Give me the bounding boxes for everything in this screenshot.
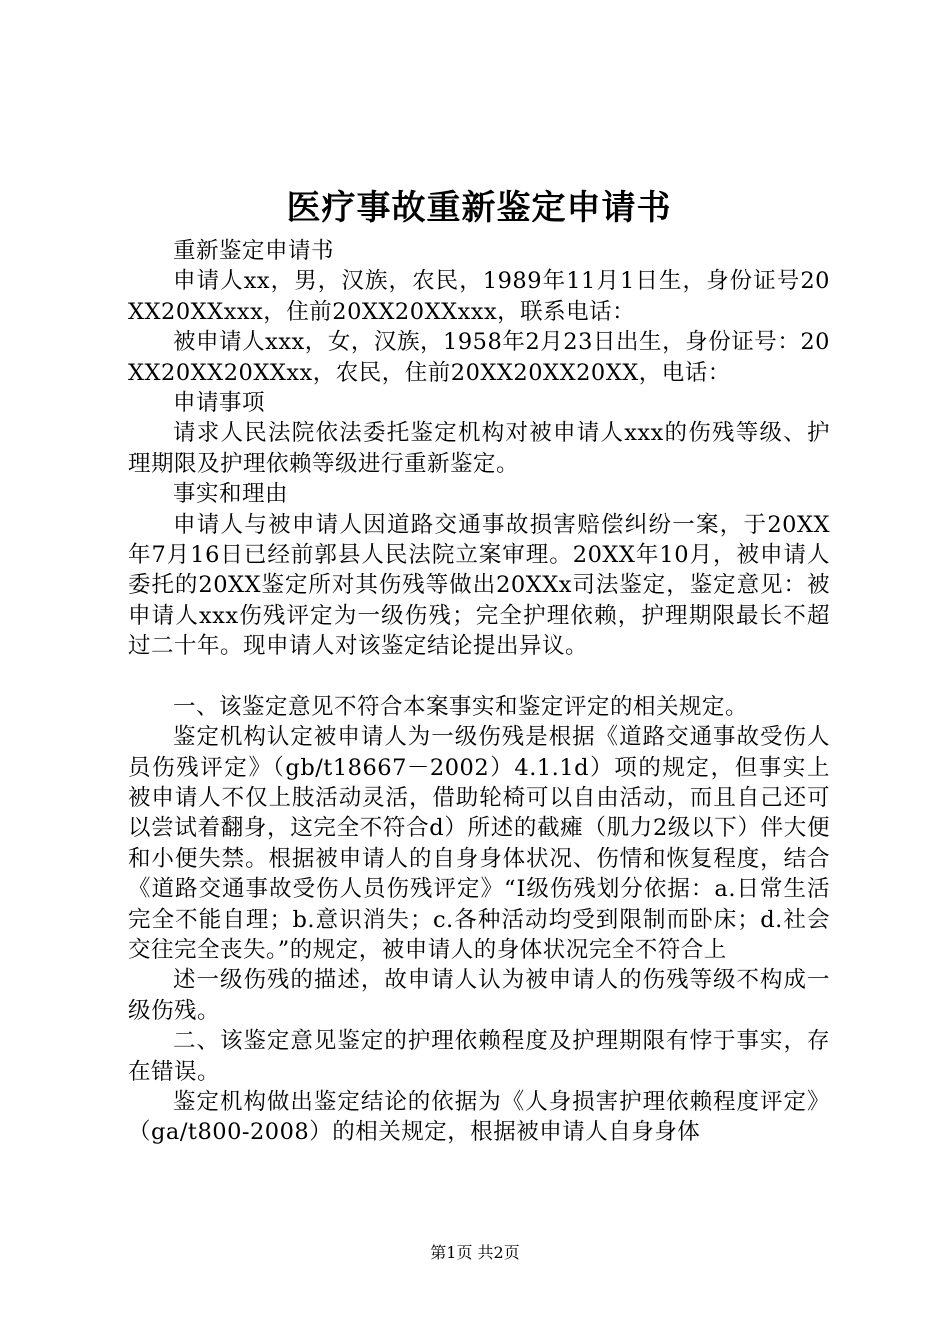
document-title: 医疗事故重新鉴定申请书 [286, 188, 672, 228]
paragraph-applicant: 申请人xx，男，汉族，农民，1989年11月1日生，身份证号20XX20XXxxx，住前20XX20XXxxx，联系电话： [128, 268, 830, 325]
paragraph-facts: 申请人与被申请人因道路交通事故损害赔偿纠纷一案，于20XX年7月16日已经前郭县人民法院立案审理。20XX年10月，被申请人委托的20XX鉴定所对其伤残等做出20XXx司法鉴定，鉴定意见：被申请人xxx伤残评定为一级伤残；完全护理依赖，护理期限最长不超过二十年。现申请人对该鉴定结论提出异议。 [128, 511, 830, 660]
blank-line [128, 662, 830, 692]
heading-request-items: 申请事项 [173, 390, 266, 417]
paragraph-nursing-basis: 鉴定机构做出鉴定结论的依据为《人身损害护理依赖程度评定》（ga/t800-2008）的相关规定，根据被申请人自身身体 [128, 1088, 830, 1146]
paragraph-request: 请求人民法院依法委托鉴定机构对被申请人xxx的伤残等级、护理期限及护理依赖等级进行重新鉴定。 [128, 420, 830, 477]
paragraph-point-two: 二、该鉴定意见鉴定的护理依赖程度及护理期限有悖于事实，存在错误。 [128, 1028, 830, 1085]
page-footer: 第1页 共2页 [430, 1243, 520, 1262]
paragraph-point-one: 一、该鉴定意见不符合本案事实和鉴定评定的相关规定。 [173, 693, 749, 720]
paragraph-disability-basis: 鉴定机构认定被申请人为一级伤残是根据《道路交通事故受伤人员伤残评定》（gb/t18667－2002）4.1.1d）项的规定，但事实上被申请人不仅上肢活动灵活，借助轮椅可以自由活动，而且自己还可以尝试着翻身，这完全不符合d）所述的截瘫（肌力2级以下）伴大便和小便失禁。根据被申请人的自身身体状况、伤情和恢复程度，结合《道路交通事故受伤人员伤残评定》“Ⅰ级伤残划分依据：a.日常生活完全不能自理；b.意识消失；c.各种活动均受到限制而卧床；d.社会交往完全丧失。”的规定，被申请人的身体状况完全不符合上 [128, 724, 830, 963]
heading-facts-reasons: 事实和理由 [173, 481, 289, 508]
document-page [128, 180, 830, 1148]
paragraph-disability-conclusion: 述一级伤残的描述，故申请人认为被申请人的伤残等级不构成一级伤残。 [128, 967, 830, 1024]
paragraph-respondent: 被申请人xxx，女，汉族，1958年2月23日出生，身份证号：20XX20XX20XXxx，农民，住前20XX20XX20XX，电话： [128, 329, 830, 386]
paragraph-subtitle: 重新鉴定申请书 [173, 238, 335, 264]
